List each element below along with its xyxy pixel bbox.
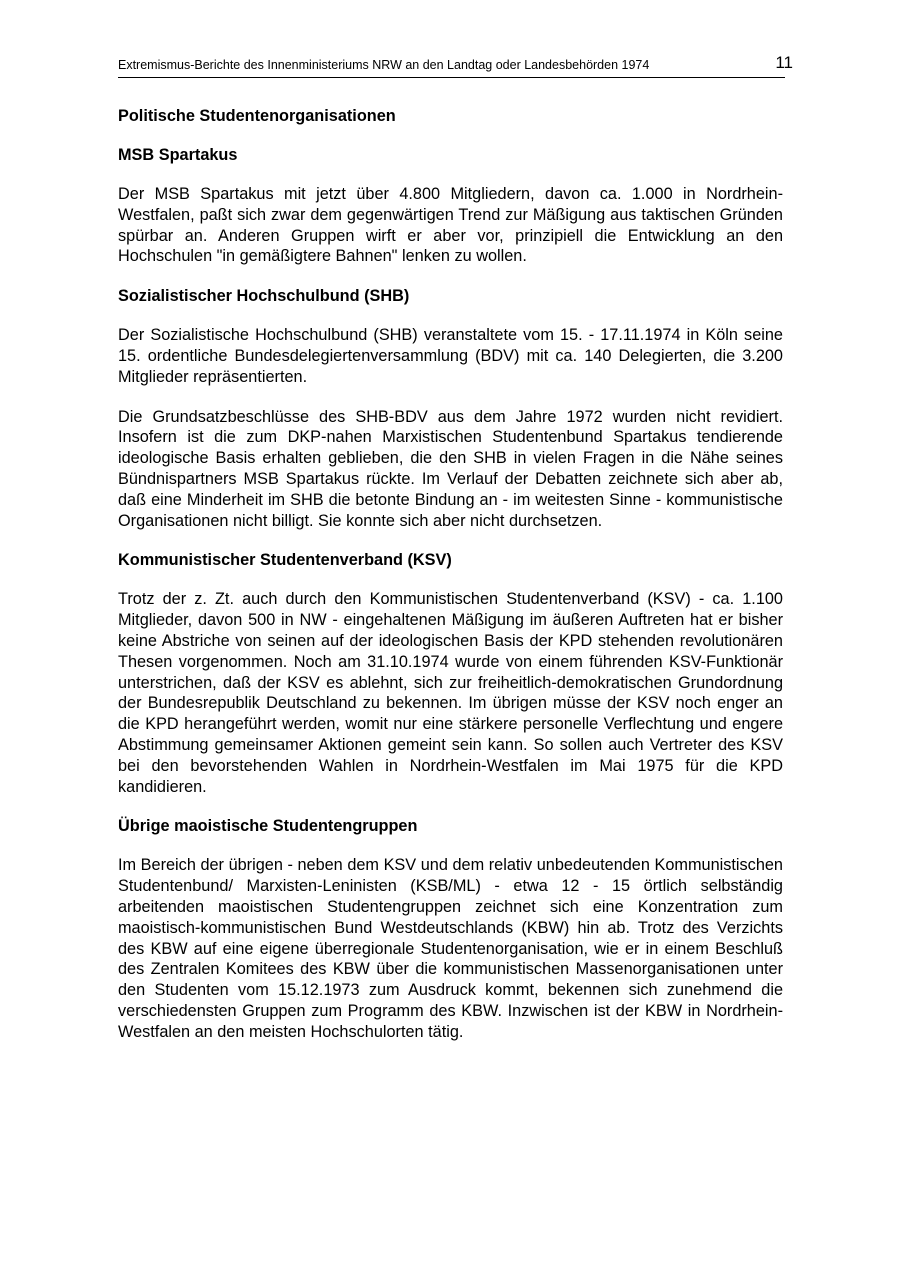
section-heading-shb: Sozialistischer Hochschulbund (SHB) <box>118 287 410 306</box>
running-header <box>118 53 793 78</box>
paragraph-ksv: Trotz der z. Zt. auch durch den Kommunistischen Studentenverband (KSV) - ca. 1.100 Mitglieder, davon 500 in NW - eingehaltenen Mäßigung im äußeren Auftreten hat er bisher keine Abstriche von seinen auf der ideologischen Basis der KPD stehenden revolutionären Thesen vorgenommen. Noch am 31.10.1974 wurde von einem führenden KSV-Funktionär unterstrichen, daß der KSV es ablehnt, sich zur freiheitlich-demokratischen Grundordnung der Bundesrepublik Deutschland zu bekennen. Im übrigen müsse der KSV noch enger an die KPD herangeführt werden, womit nur eine stärkere personelle Verflechtung und engere Abstimmung gemeinsamer Aktionen gemeint sein kann. So sollen auch Vertreter des KSV bei den bevorstehenden Wahlen in Nordrhein-Westfalen im Mai 1975 für die KPD kandidieren. <box>118 590 783 796</box>
section-heading-maoistische-gruppen: Übrige maoistische Studentengruppen <box>118 817 418 836</box>
paragraph-shb-1: Der Sozialistische Hochschulbund (SHB) veranstaltete vom 15. - 17.11.1974 in Köln seine 15. ordentliche Bundesdelegiertenversammlung (BDV) mit ca. 140 Delegierten, die 3.200 Mitglieder repräsentierten. <box>118 326 783 386</box>
paragraph-maoistische-gruppen: Im Bereich der übrigen - neben dem KSV und dem relativ unbedeutenden Kommunistischen Studentenbund/ Marxisten-Leninisten (KSB/ML) - etwa 12 - 15 örtlich selbständig arbeitenden maoistischen Studentengruppen zeichnet sich eine Konzentration zum maoistisch-kommunistischen Bund Westdeutschlands (KBW) hin ab. Trotz des Verzichts des KBW auf eine eigene überregionale Studentenorganisation, wie er in einem Beschluß des Zentralen Komitees des KBW über die kommunistischen Massenorganisationen unter den Studenten vom 15.12.1973 zum Ausdruck kommt, bekennen sich zunehmend die verschiedensten Gruppen zum Programm des KBW. Inzwischen ist der KBW in Nordrhein-Westfalen an den meisten Hochschulorten tätig. <box>118 856 783 1041</box>
document-body <box>118 106 783 1062</box>
section-heading-ksv: Kommunistischer Studentenverband (KSV) <box>118 551 452 570</box>
section-heading-politische-studentenorganisationen: Politische Studentenorganisationen <box>118 107 396 125</box>
paragraph-shb-2: Die Grundsatzbeschlüsse des SHB-BDV aus dem Jahre 1972 wurden nicht revidiert. Insofern ist die zum DKP-nahen Marxistischen Studentenbund Spartakus tendierende ideologische Basis erhalten geblieben, die den SHB in vielen Fragen in die Nähe seines Bündnispartners MSB Spartakus rückte. Im Verlauf der Debatten zeichnete sich aber ab, daß eine Minderheit im SHB die betonte Bindung an - im weitesten Sinne - kommunistische Organisationen nicht billigt. Sie konnte sich aber nicht durchsetzen. <box>118 407 783 530</box>
page-number: 11 <box>775 53 793 72</box>
paragraph-msb-spartakus: Der MSB Spartakus mit jetzt über 4.800 Mitgliedern, davon ca. 1.000 in Nordrhein-Westfalen, paßt sich zwar dem gegenwärtigen Trend zur Mäßigung aus taktischen Gründen spürbar an. Anderen Gruppen wirft er aber vor, prinzipiell die Entwicklung an den Hochschulen "in gemäßigtere Bahnen" lenken zu wollen. <box>118 185 783 266</box>
header-title: Extremismus-Berichte des Innenministeriums NRW an den Landtag oder Landesbehörden 1974 <box>118 58 650 72</box>
section-heading-msb-spartakus: MSB Spartakus <box>118 146 238 164</box>
